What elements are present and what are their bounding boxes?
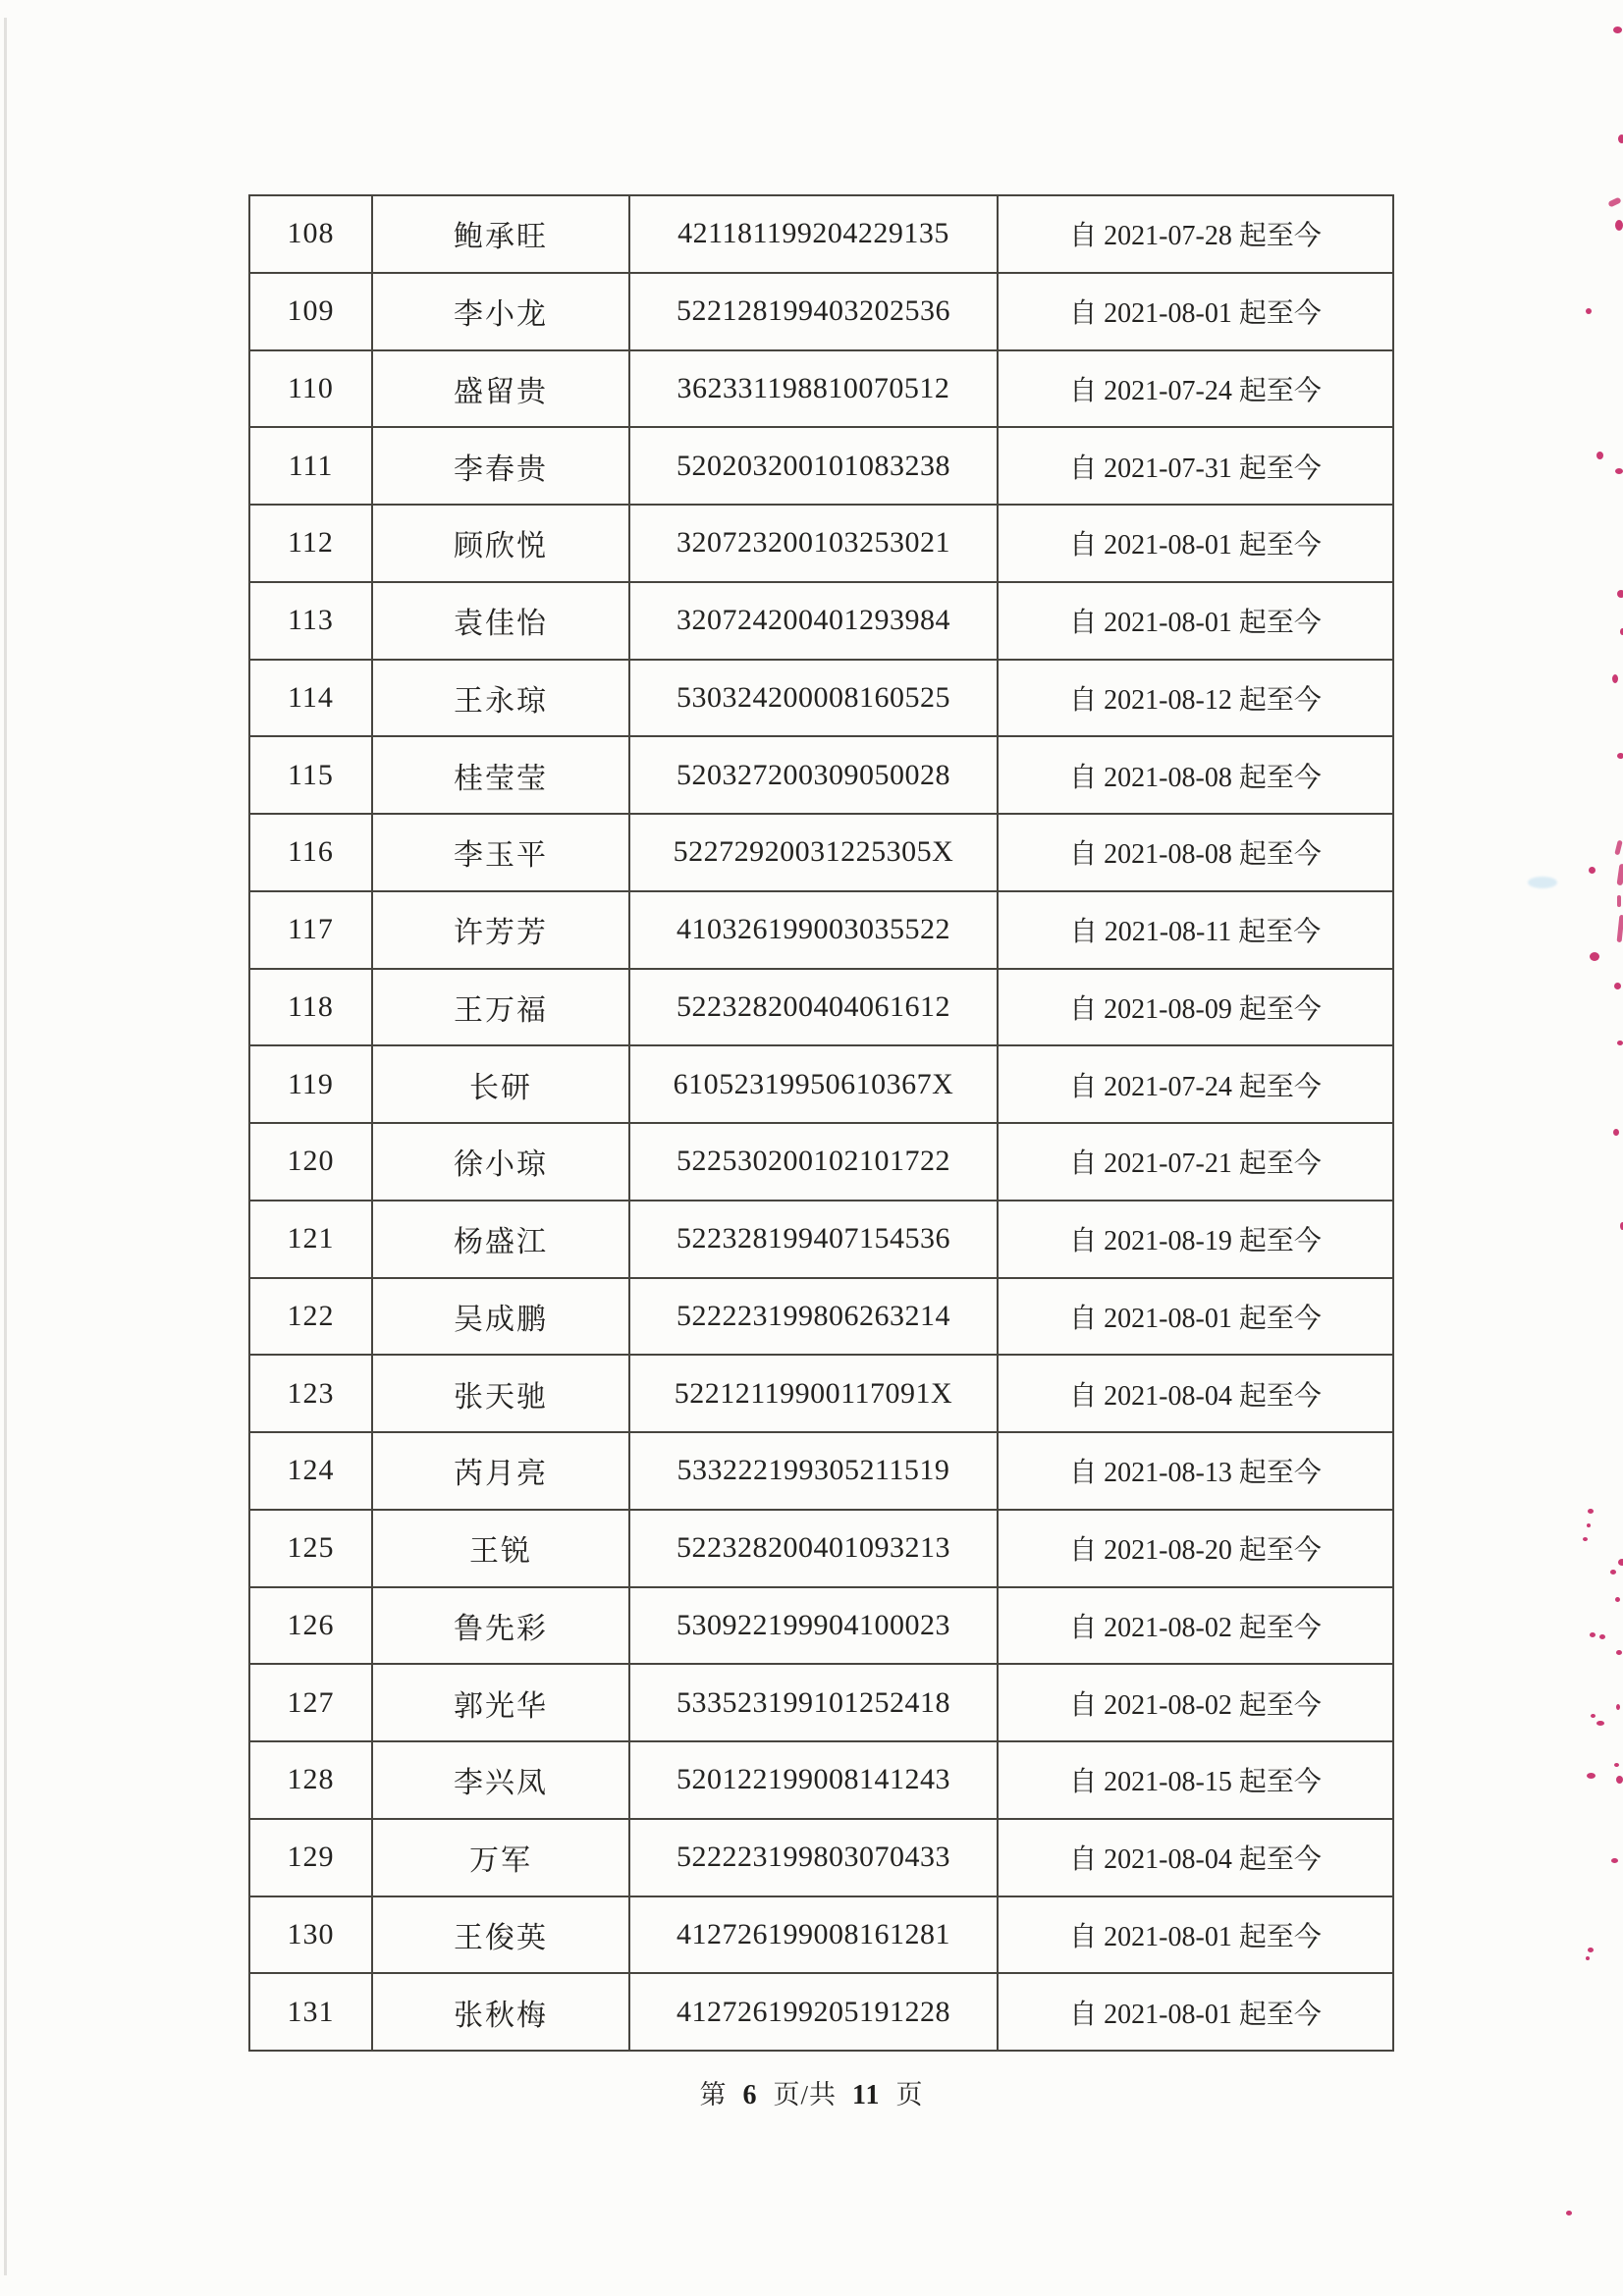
table-row [249,660,1393,737]
row-number-cell: 112 [249,505,372,582]
stain-mark [1617,1041,1623,1045]
id-number-cell: 522328200401093213 [629,1510,998,1587]
row-number-cell: 111 [249,427,372,505]
stain-mark [1617,590,1623,598]
id-number-cell: 520327200309050028 [629,736,998,814]
name-cell: 郭光华 [372,1664,629,1741]
id-number-cell: 412726199008161281 [629,1896,998,1974]
row-number-cell: 128 [249,1741,372,1819]
name-cell: 李兴凤 [372,1741,629,1819]
period-cell: 自 2021-08-20 起至今 [998,1510,1393,1587]
id-number-cell: 522328199407154536 [629,1201,998,1278]
stain-mark [1587,1523,1591,1527]
table-row [249,969,1393,1046]
name-cell: 李小龙 [372,273,629,350]
stain-mark [1610,1570,1616,1575]
name-cell: 王永琼 [372,660,629,737]
id-number-cell: 533222199305211519 [629,1432,998,1510]
name-cell: 吴成鹏 [372,1278,629,1356]
footer-total-pages: 11 [852,2080,881,2110]
stain-mark [1618,1559,1623,1566]
stain-mark [1615,1597,1620,1602]
period-cell: 自 2021-08-04 起至今 [998,1819,1393,1896]
period-cell: 自 2021-08-13 起至今 [998,1432,1393,1510]
row-number-cell: 123 [249,1355,372,1432]
stain-mark [1587,1773,1596,1779]
period-cell: 自 2021-07-24 起至今 [998,350,1393,428]
stain-mark [1614,1763,1619,1767]
stain-mark [1588,1948,1594,1952]
table-row [249,350,1393,428]
row-number-cell: 124 [249,1432,372,1510]
row-number-cell: 117 [249,891,372,969]
table-row [249,1278,1393,1356]
id-number-cell: 52212119900117091X [629,1355,998,1432]
stain-mark [1611,1858,1618,1863]
stain-mark [1615,468,1623,474]
table-row [249,582,1393,660]
footer-suffix: 页 [895,2080,924,2109]
name-cell: 桂莹莹 [372,736,629,814]
id-number-cell: 520203200101083238 [629,427,998,505]
id-number-cell: 320724200401293984 [629,582,998,660]
name-cell: 杨盛江 [372,1201,629,1278]
row-number-cell: 120 [249,1123,372,1201]
stain-mark [1617,895,1621,907]
stain-mark [1591,1714,1596,1718]
id-number-cell: 421181199204229135 [629,195,998,273]
table-row [249,1741,1393,1819]
id-number-cell: 522328200404061612 [629,969,998,1046]
table-row [249,505,1393,582]
period-cell: 自 2021-08-08 起至今 [998,736,1393,814]
row-number-cell: 130 [249,1896,372,1974]
period-cell: 自 2021-07-31 起至今 [998,427,1393,505]
stain-mark [1590,1632,1596,1637]
name-cell: 鲍承旺 [372,195,629,273]
id-number-cell: 412726199205191228 [629,1973,998,2051]
row-number-cell: 127 [249,1664,372,1741]
table-row [249,1432,1393,1510]
table-row [249,1045,1393,1123]
stain-mark [1612,674,1618,683]
name-cell: 许芳芳 [372,891,629,969]
table-row [249,736,1393,814]
table-row [249,1355,1393,1432]
stain-mark [1617,915,1623,942]
stain-mark [1589,867,1596,874]
id-number-cell: 530324200008160525 [629,660,998,737]
period-cell: 自 2021-08-09 起至今 [998,969,1393,1046]
name-cell: 芮月亮 [372,1432,629,1510]
period-cell: 自 2021-08-02 起至今 [998,1587,1393,1665]
name-cell: 李春贵 [372,427,629,505]
period-cell: 自 2021-07-24 起至今 [998,1045,1393,1123]
footer-separator: 页/共 [773,2080,838,2109]
footer-page-number: 6 [742,2080,758,2110]
name-cell: 李玉平 [372,814,629,891]
name-cell: 王锐 [372,1510,629,1587]
name-cell: 张秋梅 [372,1973,629,2051]
table-row [249,1123,1393,1201]
id-number-cell: 522223199803070433 [629,1819,998,1896]
scan-edge-artifact [4,18,7,2275]
row-number-cell: 125 [249,1510,372,1587]
name-cell: 长研 [372,1045,629,1123]
row-number-cell: 129 [249,1819,372,1896]
table-row [249,1819,1393,1896]
row-number-cell: 121 [249,1201,372,1278]
id-number-cell: 533523199101252418 [629,1664,998,1741]
table-row [249,814,1393,891]
stain-mark [1590,952,1599,961]
row-number-cell: 114 [249,660,372,737]
table-row [249,1973,1393,2051]
stain-mark [1617,753,1623,759]
page-footer [0,2073,1623,2111]
stain-mark [1613,27,1622,33]
roster-table [248,194,1394,2052]
period-cell: 自 2021-08-01 起至今 [998,273,1393,350]
row-number-cell: 115 [249,736,372,814]
stain-mark [1596,452,1603,459]
row-number-cell: 116 [249,814,372,891]
stain-mark [1586,308,1592,314]
stain-mark [1616,1650,1622,1655]
name-cell: 张天驰 [372,1355,629,1432]
name-cell: 顾欣悦 [372,505,629,582]
id-number-cell: 410326199003035522 [629,891,998,969]
name-cell: 王万福 [372,969,629,1046]
smudge-artifact [1528,877,1557,888]
stain-mark [1613,1129,1619,1136]
name-cell: 万军 [372,1819,629,1896]
row-number-cell: 109 [249,273,372,350]
period-cell: 自 2021-08-11 起至今 [998,891,1393,969]
period-cell: 自 2021-08-01 起至今 [998,1278,1393,1356]
id-number-cell: 520122199008141243 [629,1741,998,1819]
stain-mark [1588,1509,1594,1514]
period-cell: 自 2021-08-01 起至今 [998,505,1393,582]
period-cell: 自 2021-08-15 起至今 [998,1741,1393,1819]
footer-prefix: 第 [699,2080,728,2109]
row-number-cell: 126 [249,1587,372,1665]
name-cell: 盛留贵 [372,350,629,428]
period-cell: 自 2021-08-08 起至今 [998,814,1393,891]
row-number-cell: 108 [249,195,372,273]
stain-mark [1616,1704,1620,1710]
name-cell: 袁佳怡 [372,582,629,660]
period-cell: 自 2021-08-01 起至今 [998,1973,1393,2051]
stain-mark [1586,1956,1590,1960]
stain-mark [1607,197,1621,208]
row-number-cell: 110 [249,350,372,428]
stain-mark [1614,840,1622,856]
table-row [249,891,1393,969]
table-row [249,273,1393,350]
stain-mark [1566,2211,1572,2216]
period-cell: 自 2021-08-02 起至今 [998,1664,1393,1741]
row-number-cell: 119 [249,1045,372,1123]
stain-mark [1583,1537,1588,1541]
stain-mark [1596,1721,1604,1726]
table-row [249,1201,1393,1278]
stain-mark [1616,1776,1623,1784]
id-number-cell: 362331198810070512 [629,350,998,428]
stain-mark [1615,220,1623,231]
stain-mark [1616,864,1623,886]
table-row [249,195,1393,273]
period-cell: 自 2021-08-01 起至今 [998,582,1393,660]
period-cell: 自 2021-08-19 起至今 [998,1201,1393,1278]
table-row [249,1587,1393,1665]
name-cell: 王俊英 [372,1896,629,1974]
table-row [249,1896,1393,1974]
id-number-cell: 522128199403202536 [629,273,998,350]
roster-table-body [249,195,1393,2051]
row-number-cell: 118 [249,969,372,1046]
period-cell: 自 2021-08-01 起至今 [998,1896,1393,1974]
stain-mark [1599,1634,1605,1639]
id-number-cell: 320723200103253021 [629,505,998,582]
table-row [249,1510,1393,1587]
period-cell: 自 2021-07-21 起至今 [998,1123,1393,1201]
stain-mark [1614,983,1621,989]
name-cell: 徐小琼 [372,1123,629,1201]
id-number-cell: 522530200102101722 [629,1123,998,1201]
period-cell: 自 2021-08-12 起至今 [998,660,1393,737]
id-number-cell: 530922199904100023 [629,1587,998,1665]
id-number-cell: 52272920031225305X [629,814,998,891]
period-cell: 自 2021-07-28 起至今 [998,195,1393,273]
table-row [249,1664,1393,1741]
table-row [249,427,1393,505]
period-cell: 自 2021-08-04 起至今 [998,1355,1393,1432]
id-number-cell: 522223199806263214 [629,1278,998,1356]
row-number-cell: 113 [249,582,372,660]
name-cell: 鲁先彩 [372,1587,629,1665]
id-number-cell: 61052319950610367X [629,1045,998,1123]
row-number-cell: 122 [249,1278,372,1356]
stain-mark [1618,134,1623,143]
row-number-cell: 131 [249,1973,372,2051]
